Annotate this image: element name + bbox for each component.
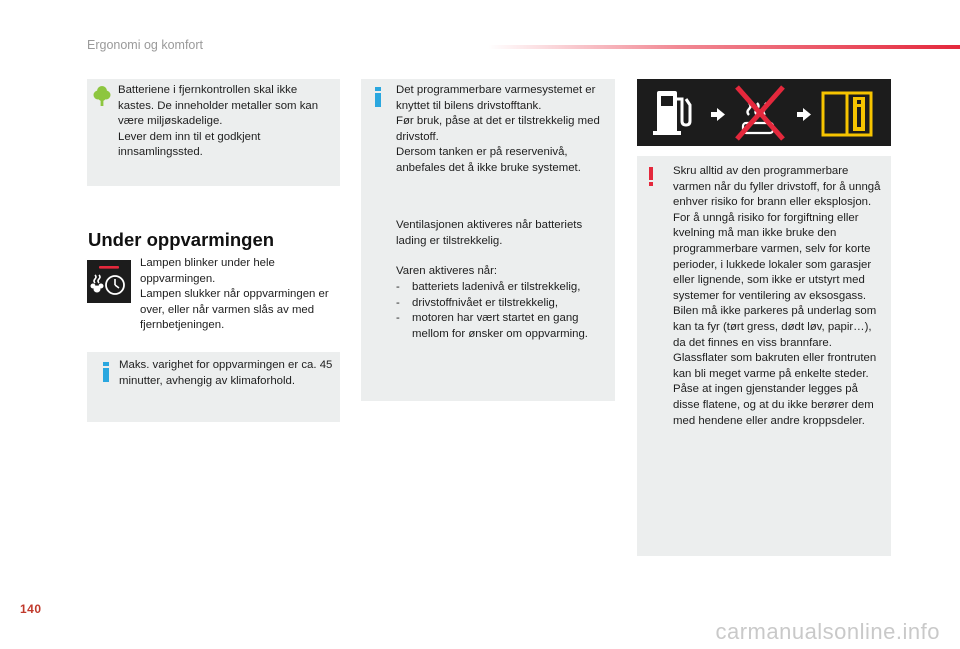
- list-item-text: batteriets ladenivå er tilstrekkelig,: [412, 281, 581, 293]
- list-item-text: drivstoffnivået er tilstrekkelig,: [412, 296, 559, 309]
- refuel-warning-pictogram: [637, 79, 891, 146]
- warning-box: [637, 156, 891, 556]
- duration-info-box: [87, 352, 340, 422]
- info-icon: [373, 87, 383, 112]
- duration-info-text: Maks. varighet for oppvarmingen er ca. 45 minutter, avhengig av klimaforhold.: [119, 359, 333, 387]
- exclamation-icon: [647, 167, 655, 192]
- ventilation-text: Ventilasjonen aktiveres når batteriets lading er tilstrekkelig.: [396, 219, 583, 247]
- system-info-intro: Det programmerbare varmesystemet er knyttet til bilens drivstofftank. Før bruk, påse at det er tilstrekkelig med drivstoff. Dersom tanken er på reservenivå, anbefales det å ikke bruke systemet.: [396, 84, 600, 174]
- manual-book-icon: [823, 93, 871, 135]
- heater-off-icon: [737, 87, 783, 139]
- fuel-pump-icon: [653, 91, 690, 135]
- warning-text: Skru alltid av den programmerbare varmen når du fyller drivstoff, for å unngå enhver risiko for brann eller eksplosjon. For å unngå risiko for forgiftning eller kvelning må man ikke bruke den programmerbare varmen, selv for korte perioder, i lukkede lokaler som garasjer eller lignende, som ikke er utstyrt med systemer for ventilering av eksosgass. Bilen må ikke parkeres på underlag som kan ta fyr (tørt gress, dødt løv, papir…), da det finnes en viss brannfare. Glassflater som bakruten eller frontruten kan bli meget varme på enkelte steder. Påse at ingen gjenstander legges på disse flatene, og at du ikke berører dem med hendene eller andre kroppsdeler.: [673, 165, 881, 427]
- list-item-text: motoren har vært startet en gang mellom for ønsker om oppvarming.: [412, 312, 588, 340]
- eco-note-text: Batteriene i fjernkontrollen skal ikke kastes. De inneholder metaller som kan være miljøskadelige. Lever dem inn til et godkjent innsamlingssted.: [118, 84, 319, 159]
- list-item: [396, 311, 612, 342]
- list-dash: -: [396, 296, 400, 309]
- info-icon: [101, 362, 111, 387]
- arrow-right-icon: [797, 108, 811, 121]
- activation-conditions-list: [396, 280, 612, 342]
- section-title: Under oppvarmingen: [88, 229, 275, 250]
- list-dash: -: [396, 312, 400, 325]
- watermark: carmanualsonline.info: [715, 619, 940, 644]
- heater-indicator-icon: [87, 260, 131, 303]
- activation-intro: Varen aktiveres når:: [396, 265, 498, 277]
- page-header-title: Ergonomi og komfort: [87, 38, 204, 52]
- list-item: [396, 280, 612, 296]
- header-divider: [488, 45, 960, 49]
- list-dash: -: [396, 281, 400, 293]
- tree-icon: [93, 85, 111, 112]
- list-item: [396, 296, 612, 312]
- system-info-box: [361, 79, 615, 401]
- arrow-right-icon: [711, 108, 725, 121]
- page-number: 140: [20, 602, 42, 616]
- lamp-note-text: Lampen blinker under hele oppvarmingen. Lampen slukker når oppvarmingen er over, eller når varmen slås av med fjernbetjeningen.: [140, 257, 329, 332]
- eco-note-box: [87, 79, 340, 186]
